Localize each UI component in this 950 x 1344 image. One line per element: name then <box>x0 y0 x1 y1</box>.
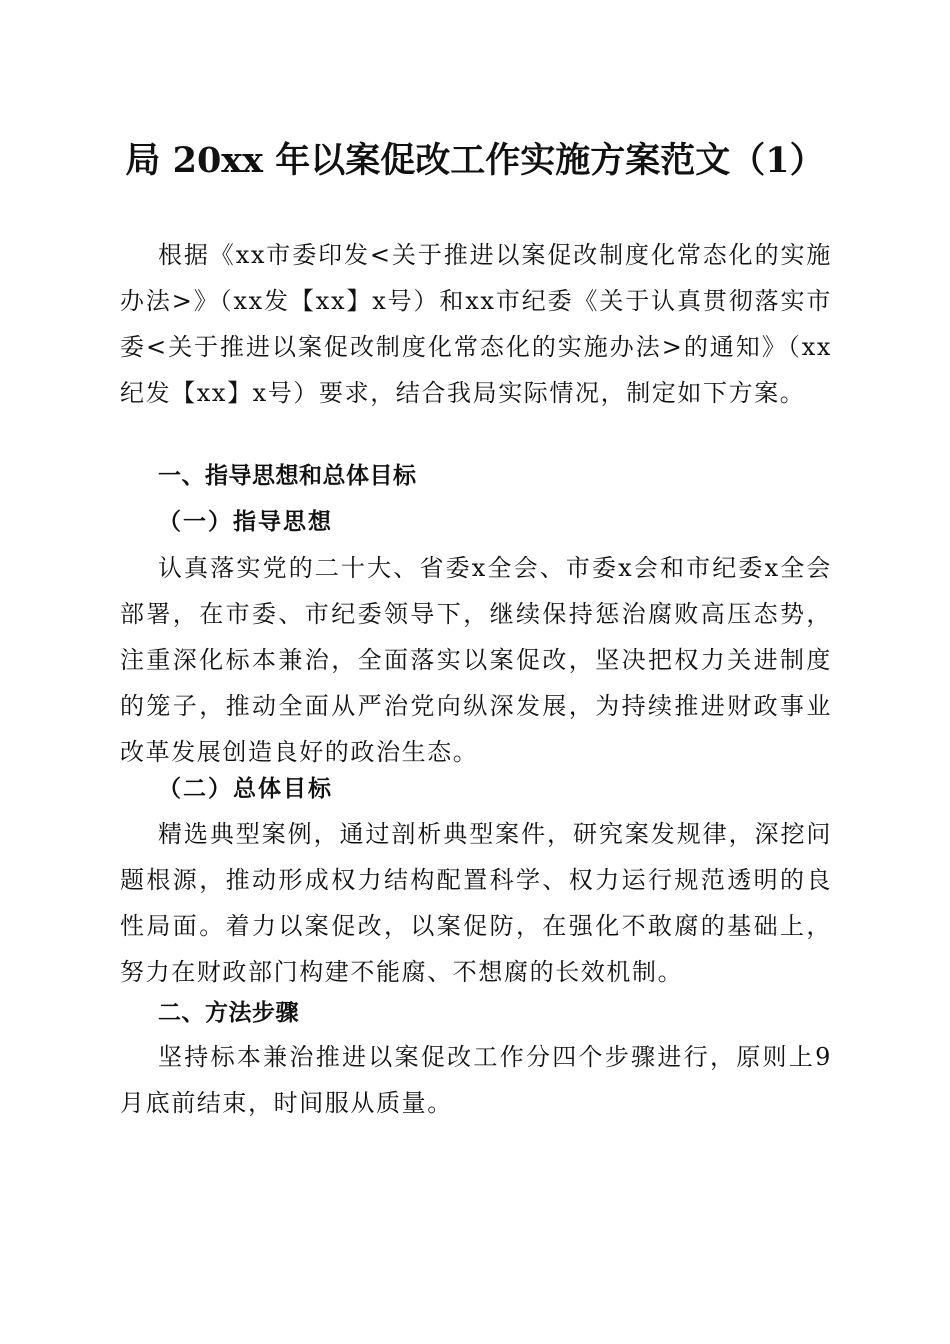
subsection-2-paragraph: 精选典型案例，通过剖析典型案件，研究案发规律，深挖问题根源，推动形成权力结构配置科学、权力运行规范透明的良性局面。着力以案促改，以案促防，在强化不敢腐的基础上，努力在财政部门构建不能腐、不想腐的长效机制。 <box>120 820 832 986</box>
subsection-1-heading: （一）指导思想 <box>158 508 333 535</box>
intro-paragraph: 根据《xx市委印发<关于推进以案促改制度化常态化的实施办法>》（xx发【xx】x号）和xx市纪委《关于认真贯彻落实市委<关于推进以案促改制度化常态化的实施办法>的通知》（xx纪发【xx】x号）要求，结合我局实际情况，制定如下方案。 <box>120 241 832 407</box>
section-2-heading: 二、方法步骤 <box>158 1000 299 1026</box>
subsection-1-paragraph: 认真落实党的二十大、省委x全会、市委x会和市纪委x全会部署，在市委、市纪委领导下，继续保持惩治腐败高压态势，注重深化标本兼治，全面落实以案促改，坚决把权力关进制度的笼子，推动全面从严治党向纵深发展，为持续推进财政事业改革发展创造良好的政治生态。 <box>120 554 832 766</box>
subsection-2-heading: （二）总体目标 <box>158 775 333 802</box>
section-2-paragraph: 坚持标本兼治推进以案促改工作分四个步骤进行，原则上9月底前结束，时间服从质量。 <box>120 1043 832 1117</box>
section-1-heading: 一、指导思想和总体目标 <box>158 463 417 489</box>
document-title: 局 20xx 年以案促改工作实施方案范文（1） <box>125 140 825 181</box>
